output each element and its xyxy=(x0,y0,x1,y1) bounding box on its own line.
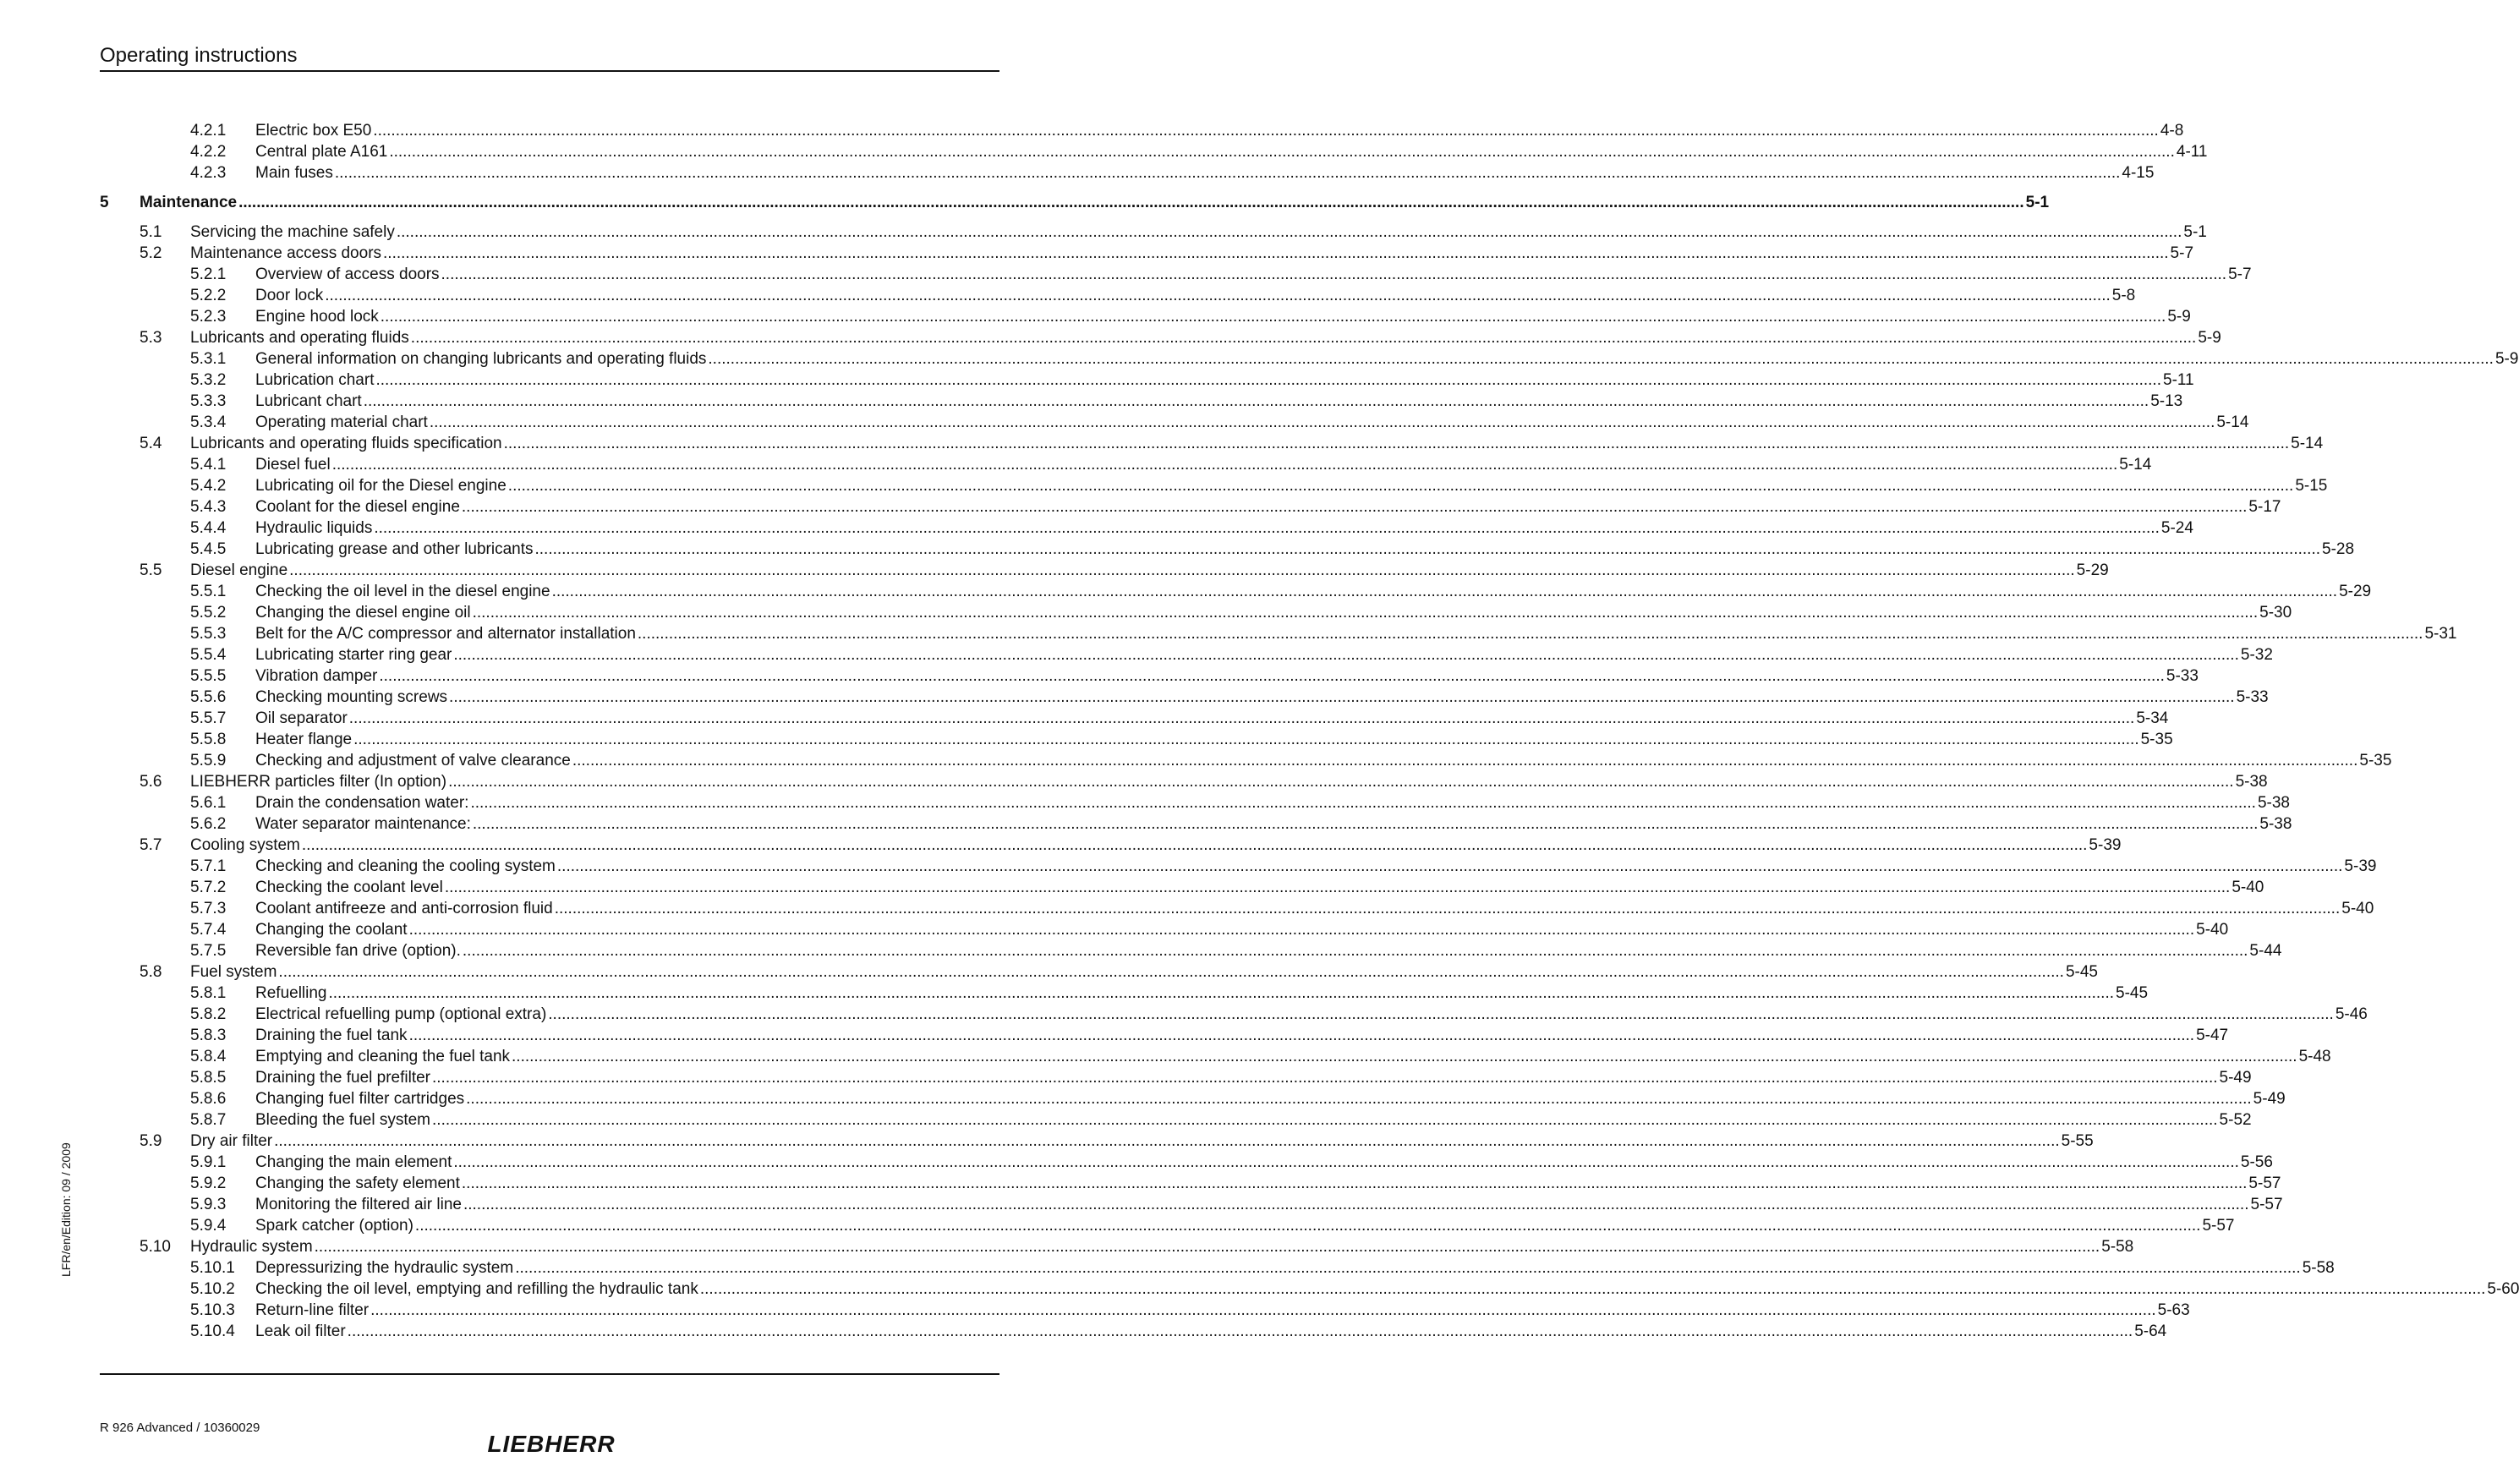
toc-entry-number: 5.8.2 xyxy=(190,1005,227,1023)
toc-entry-page: 5-46 xyxy=(2335,1005,2368,1023)
toc-entry-page: 5-7 xyxy=(2170,244,2194,262)
toc-entry-title: Water separator maintenance: xyxy=(255,815,471,833)
dot-leader: ................................................................................................................................................................................................................................................................................................................................................................................................................ xyxy=(289,561,2075,579)
toc-entry-page: 5-56 xyxy=(2240,1153,2273,1171)
toc-entry-number: 5.7.4 xyxy=(190,921,227,939)
toc-entry xyxy=(100,961,2098,983)
toc-entry xyxy=(100,1279,2519,1300)
toc-entry-number: 4.2.1 xyxy=(190,122,227,140)
toc-entry-page: 5-44 xyxy=(2249,942,2282,960)
toc-entry-title: Drain the condensation water: xyxy=(255,794,469,812)
toc-entry-number: 5.5 xyxy=(140,561,162,579)
toc-entry xyxy=(100,243,2194,264)
dot-leader: ................................................................................................................................................................................................................................................................................................................................................................................................................ xyxy=(453,646,2239,664)
toc-entry-title: Lubrication chart xyxy=(255,371,375,389)
toc-entry-page: 5-39 xyxy=(2344,857,2377,875)
toc-entry-title: Hydraulic liquids xyxy=(255,519,373,537)
toc-entry xyxy=(100,581,2372,602)
toc-entry-number: 5.8.4 xyxy=(190,1048,227,1065)
edition-label: LFR/en/Edition: 09 / 2009 xyxy=(59,1142,73,1277)
toc-entry-number: 5.10 xyxy=(140,1238,171,1256)
toc-entry-page: 5-14 xyxy=(2119,456,2152,474)
dot-leader: ................................................................................................................................................................................................................................................................................................................................................................................................................ xyxy=(472,815,2259,833)
dot-leader: ................................................................................................................................................................................................................................................................................................................................................................................................................ xyxy=(314,1238,2100,1256)
toc-entry-number: 5 xyxy=(100,194,109,211)
dot-leader: ................................................................................................................................................................................................................................................................................................................................................................................................................ xyxy=(328,984,2115,1002)
toc-entry-number: 5.9.1 xyxy=(190,1153,227,1171)
toc-entry-page: 5-15 xyxy=(2295,477,2328,495)
dot-leader: ................................................................................................................................................................................................................................................................................................................................................................................................................ xyxy=(554,900,2341,917)
toc-entry-number: 5.5.6 xyxy=(190,688,227,706)
toc-entry-number: 5.3.2 xyxy=(190,371,227,389)
dot-leader: ................................................................................................................................................................................................................................................................................................................................................................................................................ xyxy=(389,143,2175,161)
toc-entry-page: 5-40 xyxy=(2196,921,2229,939)
toc-entry-number: 5.5.2 xyxy=(190,604,227,622)
toc-entry-title: Changing the safety element xyxy=(255,1175,460,1192)
toc-entry-page: 5-49 xyxy=(2253,1090,2286,1108)
dot-leader: ................................................................................................................................................................................................................................................................................................................................................................................................................ xyxy=(396,223,2182,241)
toc-entry-title: Monitoring the filtered air line xyxy=(255,1196,462,1213)
toc-entry-number: 5.5.9 xyxy=(190,752,227,769)
dot-leader: ................................................................................................................................................................................................................................................................................................................................................................................................................ xyxy=(353,731,2139,748)
dot-leader: ................................................................................................................................................................................................................................................................................................................................................................................................................ xyxy=(462,942,2248,960)
toc-entry xyxy=(100,708,2169,729)
toc-entry-number: 5.5.1 xyxy=(190,583,227,600)
toc-entry-title: Changing the coolant xyxy=(255,921,408,939)
toc-entry xyxy=(100,729,2173,750)
toc-entry-number: 5.10.1 xyxy=(190,1259,235,1277)
dot-leader: ................................................................................................................................................................................................................................................................................................................................................................................................................ xyxy=(441,266,2227,283)
toc-entry-page: 5-48 xyxy=(2298,1048,2331,1065)
toc-entry-number: 5.5.3 xyxy=(190,625,227,643)
toc-entry-page: 5-58 xyxy=(2101,1238,2134,1256)
toc-entry xyxy=(100,1025,2229,1046)
toc-entry-page: 5-58 xyxy=(2302,1259,2335,1277)
toc-entry-title: Checking the oil level, emptying and refilling the hydraulic tank xyxy=(255,1280,698,1298)
dot-leader: ................................................................................................................................................................................................................................................................................................................................................................................................................ xyxy=(375,371,2161,389)
toc-entry-title: Diesel engine xyxy=(190,561,288,579)
dot-leader: ................................................................................................................................................................................................................................................................................................................................................................................................................ xyxy=(572,752,2358,769)
toc-entry-number: 5.2.2 xyxy=(190,287,227,304)
dot-leader: ................................................................................................................................................................................................................................................................................................................................................................................................................ xyxy=(373,122,2159,140)
dot-leader: ................................................................................................................................................................................................................................................................................................................................................................................................................ xyxy=(380,308,2166,326)
toc-entry xyxy=(100,475,2328,496)
dot-leader: ................................................................................................................................................................................................................................................................................................................................................................................................................ xyxy=(363,392,2149,410)
toc-entry-page: 5-60 xyxy=(2487,1280,2519,1298)
toc-entry-number: 5.6.1 xyxy=(190,794,227,812)
toc-entry xyxy=(100,919,2229,940)
toc-entry xyxy=(100,141,2208,162)
toc-entry xyxy=(100,517,2193,539)
dot-leader: ................................................................................................................................................................................................................................................................................................................................................................................................................ xyxy=(448,773,2234,791)
toc-entry xyxy=(100,940,2282,961)
toc-entry-title: Hydraulic system xyxy=(190,1238,313,1256)
toc-entry-number: 5.4.1 xyxy=(190,456,227,474)
toc-entry-page: 5-57 xyxy=(2202,1217,2235,1235)
toc-entry-page: 5-34 xyxy=(2136,709,2169,727)
toc-entry-title: Lubricating grease and other lubricants xyxy=(255,540,534,558)
toc-entry xyxy=(100,813,2292,835)
toc-entry-title: Electrical refuelling pump (optional extra) xyxy=(255,1005,547,1023)
toc-entry-page: 5-9 xyxy=(2494,350,2519,368)
toc-entry-page: 5-35 xyxy=(2140,731,2173,748)
toc-entry-number: 5.1 xyxy=(140,223,162,241)
toc-entry-number: 5.7.1 xyxy=(190,857,227,875)
toc-entry-title: LIEBHERR particles filter (In option) xyxy=(190,773,447,791)
dot-leader: ................................................................................................................................................................................................................................................................................................................................................................................................................ xyxy=(374,519,2160,537)
dot-leader: ................................................................................................................................................................................................................................................................................................................................................................................................................ xyxy=(408,921,2195,939)
dot-leader: ................................................................................................................................................................................................................................................................................................................................................................................................................ xyxy=(379,667,2165,685)
toc-entry-page: 4-8 xyxy=(2160,122,2184,140)
toc-entry-title: Lubricating oil for the Diesel engine xyxy=(255,477,507,495)
toc-entry-number: 5.8.6 xyxy=(190,1090,227,1108)
toc-entry-page: 5-14 xyxy=(2216,413,2249,431)
dot-leader: ................................................................................................................................................................................................................................................................................................................................................................................................................ xyxy=(470,794,2256,812)
dot-leader: ................................................................................................................................................................................................................................................................................................................................................................................................................ xyxy=(370,1301,2156,1319)
dot-leader: ................................................................................................................................................................................................................................................................................................................................................................................................................ xyxy=(414,1217,2201,1235)
toc-entry xyxy=(100,898,2374,919)
toc-entry-title: Changing the main element xyxy=(255,1153,452,1171)
toc-entry-number: 5.8 xyxy=(140,963,162,981)
toc-entry-title: Operating material chart xyxy=(255,413,428,431)
toc-entry xyxy=(100,750,2392,771)
toc-entry xyxy=(100,623,2457,644)
toc-entry-page: 5-47 xyxy=(2196,1027,2229,1044)
toc-entry xyxy=(100,1088,2286,1109)
dot-leader: ................................................................................................................................................................................................................................................................................................................................................................................................................ xyxy=(429,413,2215,431)
dot-leader: ................................................................................................................................................................................................................................................................................................................................................................................................................ xyxy=(556,857,2343,875)
toc-entry-title: Coolant antifreeze and anti-corrosion fluid xyxy=(255,900,553,917)
toc-entry-number: 5.5.8 xyxy=(190,731,227,748)
toc-entry-number: 5.10.3 xyxy=(190,1301,235,1319)
toc-entry-number: 5.3.1 xyxy=(190,350,227,368)
toc-entry xyxy=(100,222,2207,243)
toc-entry-number: 5.4.2 xyxy=(190,477,227,495)
toc-entry-title: Refuelling xyxy=(255,984,327,1002)
toc-entry-title: Heater flange xyxy=(255,731,353,748)
toc-entry-page: 4-11 xyxy=(2176,143,2208,161)
dot-leader: ................................................................................................................................................................................................................................................................................................................................................................................................................ xyxy=(331,456,2118,474)
dot-leader: ................................................................................................................................................................................................................................................................................................................................................................................................................ xyxy=(551,583,2338,600)
toc-entry-page: 5-13 xyxy=(2150,392,2183,410)
toc-entry xyxy=(100,856,2377,877)
toc-entry-page: 5-38 xyxy=(2257,794,2290,812)
dot-leader: ................................................................................................................................................................................................................................................................................................................................................................................................................ xyxy=(432,1111,2218,1129)
toc-entry xyxy=(100,983,2149,1004)
toc-entry-title: Diesel fuel xyxy=(255,456,331,474)
toc-entry-number: 5.9.2 xyxy=(190,1175,227,1192)
dot-leader: ................................................................................................................................................................................................................................................................................................................................................................................................................ xyxy=(708,350,2494,368)
toc-entry-number: 5.5.7 xyxy=(190,709,227,727)
toc-entry-title: Oil separator xyxy=(255,709,348,727)
toc-entry-page: 5-1 xyxy=(2025,194,2050,211)
toc-entry-page: 5-1 xyxy=(2183,223,2207,241)
toc-entry xyxy=(100,1004,2368,1025)
page-title: Operating instructions xyxy=(100,44,298,67)
toc-entry-title: Leak oil filter xyxy=(255,1322,346,1340)
toc-entry xyxy=(100,285,2136,306)
dot-leader: ................................................................................................................................................................................................................................................................................................................................................................................................................ xyxy=(461,498,2248,516)
toc-entry-number: 5.8.1 xyxy=(190,984,227,1002)
toc-entry-page: 5-33 xyxy=(2236,688,2269,706)
dot-leader: ................................................................................................................................................................................................................................................................................................................................................................................................................ xyxy=(472,604,2259,622)
toc-entry-number: 5.5.4 xyxy=(190,646,227,664)
toc-entry xyxy=(100,792,2290,813)
toc-entry xyxy=(100,264,2252,285)
toc-entry-page: 5-24 xyxy=(2160,519,2193,537)
toc-entry-number: 5.8.3 xyxy=(190,1027,227,1044)
toc-entry-title: Checking and cleaning the cooling system xyxy=(255,857,556,875)
toc-entry-number: 5.3.3 xyxy=(190,392,227,410)
toc-entry-title: Changing fuel filter cartridges xyxy=(255,1090,465,1108)
toc-entry-page: 5-9 xyxy=(2167,308,2191,326)
dot-leader: ................................................................................................................................................................................................................................................................................................................................................................................................................ xyxy=(444,879,2231,896)
toc-entry-title: Vibration damper xyxy=(255,667,378,685)
toc-entry-number: 5.9.3 xyxy=(190,1196,227,1213)
toc-entry-number: 5.2.3 xyxy=(190,308,227,326)
dot-leader: ................................................................................................................................................................................................................................................................................................................................................................................................................ xyxy=(274,1132,2060,1150)
toc-entry-title: Emptying and cleaning the fuel tank xyxy=(255,1048,511,1065)
toc-entry xyxy=(100,1173,2281,1194)
toc-entry-number: 5.4 xyxy=(140,435,162,452)
toc-entry-number: 5.3.4 xyxy=(190,413,227,431)
toc-entry-page: 5-40 xyxy=(2232,879,2264,896)
toc-entry-title: Maintenance access doors xyxy=(190,244,382,262)
toc-entry-page: 5-64 xyxy=(2134,1322,2167,1340)
dot-leader: ................................................................................................................................................................................................................................................................................................................................................................................................................ xyxy=(637,625,2423,643)
toc-entry-number: 5.8.5 xyxy=(190,1069,227,1087)
toc-entry-title: Maintenance xyxy=(140,194,238,211)
toc-entry-number: 5.7.2 xyxy=(190,879,227,896)
toc-entry-page: 5-38 xyxy=(2259,815,2292,833)
toc-entry xyxy=(100,192,2050,213)
toc-entry-number: 5.2 xyxy=(140,244,162,262)
toc-entry xyxy=(100,1046,2331,1067)
dot-leader: ................................................................................................................................................................................................................................................................................................................................................................................................................ xyxy=(466,1090,2252,1108)
toc-entry xyxy=(100,1152,2273,1173)
toc-entry-page: 5-39 xyxy=(2089,836,2122,854)
toc-entry-title: Coolant for the diesel engine xyxy=(255,498,460,516)
toc-entry-page: 5-14 xyxy=(2291,435,2324,452)
toc-entry xyxy=(100,877,2264,898)
toc-entry-page: 5-45 xyxy=(2065,963,2098,981)
toc-entry xyxy=(100,1321,2167,1342)
dot-leader: ................................................................................................................................................................................................................................................................................................................................................................................................................ xyxy=(503,435,2290,452)
toc-entry xyxy=(100,1067,2252,1088)
dot-leader: ................................................................................................................................................................................................................................................................................................................................................................................................................ xyxy=(278,963,2064,981)
dot-leader: ................................................................................................................................................................................................................................................................................................................................................................................................................ xyxy=(238,194,2024,211)
toc-entry-page: 5-49 xyxy=(2219,1069,2252,1087)
toc-entry xyxy=(100,120,2184,141)
toc-entry-title: Bleeding the fuel system xyxy=(255,1111,431,1129)
toc-entry-title: Central plate A161 xyxy=(255,143,388,161)
toc-entry-page: 5-35 xyxy=(2359,752,2392,769)
toc-entry-title: Lubricants and operating fluids xyxy=(190,329,409,347)
toc-entry-title: Belt for the A/C compressor and alternator installation xyxy=(255,625,636,643)
dot-leader: ................................................................................................................................................................................................................................................................................................................................................................................................................ xyxy=(453,1153,2239,1171)
toc-entry xyxy=(100,539,2355,560)
toc-entry-title: Return-line filter xyxy=(255,1301,370,1319)
toc-entry xyxy=(100,1109,2252,1131)
toc-entry-number: 5.9 xyxy=(140,1132,162,1150)
header-rule xyxy=(100,70,999,72)
toc-entry-page: 5-57 xyxy=(2248,1175,2281,1192)
toc-entry-number: 4.2.2 xyxy=(190,143,227,161)
toc-entry-title: Checking the oil level in the diesel engine xyxy=(255,583,550,600)
toc-entry xyxy=(100,1194,2283,1215)
dot-leader: ................................................................................................................................................................................................................................................................................................................................................................................................................ xyxy=(334,164,2121,182)
toc-entry-number: 4.2.3 xyxy=(190,164,227,182)
toc-entry-number: 5.4.4 xyxy=(190,519,227,537)
toc-entry-page: 5-11 xyxy=(2163,371,2194,389)
toc-entry-page: 5-31 xyxy=(2424,625,2457,643)
toc-entry-title: Fuel system xyxy=(190,963,277,981)
toc-entry-title: Lubricating starter ring gear xyxy=(255,646,452,664)
document-id: R 926 Advanced / 10360029 xyxy=(100,1421,260,1435)
toc-entry xyxy=(100,1215,2235,1236)
dot-leader: ................................................................................................................................................................................................................................................................................................................................................................................................................ xyxy=(515,1259,2301,1277)
table-of-contents xyxy=(100,120,2519,1342)
toc-entry-page: 5-8 xyxy=(2111,287,2136,304)
toc-entry-title: Checking and adjustment of valve clearance xyxy=(255,752,571,769)
toc-entry-number: 5.4.3 xyxy=(190,498,227,516)
toc-entry-title: Lubricants and operating fluids specification xyxy=(190,435,502,452)
toc-entry xyxy=(100,665,2199,687)
toc-entry-number: 5.10.4 xyxy=(190,1322,235,1340)
toc-entry-page: 5-7 xyxy=(2228,266,2252,283)
toc-entry xyxy=(100,496,2281,517)
toc-entry-title: Draining the fuel tank xyxy=(255,1027,408,1044)
toc-entry-number: 5.10.2 xyxy=(190,1280,235,1298)
toc-entry-title: Depressurizing the hydraulic system xyxy=(255,1259,514,1277)
toc-entry xyxy=(100,1236,2134,1257)
toc-entry xyxy=(100,412,2249,433)
dot-leader: ................................................................................................................................................................................................................................................................................................................................................................................................................ xyxy=(408,1027,2195,1044)
toc-entry-number: 5.6.2 xyxy=(190,815,227,833)
toc-entry-page: 5-29 xyxy=(2076,561,2109,579)
toc-entry xyxy=(100,1131,2094,1152)
toc-entry-title: Checking mounting screws xyxy=(255,688,448,706)
logo-text: LIEBHERR xyxy=(487,1431,616,1457)
toc-entry-page: 4-15 xyxy=(2122,164,2155,182)
toc-entry-number: 5.3 xyxy=(140,329,162,347)
toc-entry-title: Lubricant chart xyxy=(255,392,362,410)
toc-entry xyxy=(100,327,2221,348)
toc-entry-title: Changing the diesel engine oil xyxy=(255,604,471,622)
toc-entry-number: 5.8.7 xyxy=(190,1111,227,1129)
toc-entry xyxy=(100,1257,2335,1279)
toc-entry-title: Reversible fan drive (option). xyxy=(255,942,461,960)
toc-entry-title: Checking the coolant level xyxy=(255,879,443,896)
toc-entry-page: 5-38 xyxy=(2235,773,2268,791)
toc-entry xyxy=(100,771,2268,792)
toc-entry-number: 5.5.5 xyxy=(190,667,227,685)
toc-entry-page: 5-55 xyxy=(2061,1132,2094,1150)
dot-leader: ................................................................................................................................................................................................................................................................................................................................................................................................................ xyxy=(383,244,2169,262)
toc-entry-title: Servicing the machine safely xyxy=(190,223,395,241)
toc-entry-title: Dry air filter xyxy=(190,1132,273,1150)
toc-entry-page: 5-17 xyxy=(2248,498,2281,516)
dot-leader: ................................................................................................................................................................................................................................................................................................................................................................................................................ xyxy=(325,287,2111,304)
footer-rule xyxy=(100,1373,999,1375)
dot-leader: ................................................................................................................................................................................................................................................................................................................................................................................................................ xyxy=(410,329,2197,347)
dot-leader: ................................................................................................................................................................................................................................................................................................................................................................................................................ xyxy=(301,836,2088,854)
toc-entry-page: 5-57 xyxy=(2250,1196,2283,1213)
toc-entry-title: Main fuses xyxy=(255,164,333,182)
toc-entry-page: 5-28 xyxy=(2322,540,2355,558)
toc-entry-page: 5-30 xyxy=(2259,604,2292,622)
toc-entry-number: 5.7.3 xyxy=(190,900,227,917)
dot-leader: ................................................................................................................................................................................................................................................................................................................................................................................................................ xyxy=(432,1069,2218,1087)
toc-entry-title: Door lock xyxy=(255,287,324,304)
dot-leader: ................................................................................................................................................................................................................................................................................................................................................................................................................ xyxy=(348,709,2135,727)
toc-entry-number: 5.6 xyxy=(140,773,162,791)
toc-entry-number: 5.7.5 xyxy=(190,942,227,960)
toc-entry-number: 5.9.4 xyxy=(190,1217,227,1235)
dot-leader: ................................................................................................................................................................................................................................................................................................................................................................................................................ xyxy=(534,540,2321,558)
toc-entry-title: Electric box E50 xyxy=(255,122,372,140)
liebherr-logo xyxy=(470,1431,632,1456)
toc-entry-title: Engine hood lock xyxy=(255,308,379,326)
toc-entry xyxy=(100,391,2183,412)
toc-entry-page: 5-32 xyxy=(2240,646,2273,664)
toc-entry-page: 5-40 xyxy=(2341,900,2374,917)
dot-leader: ................................................................................................................................................................................................................................................................................................................................................................................................................ xyxy=(507,477,2294,495)
toc-entry-title: Draining the fuel prefilter xyxy=(255,1069,430,1087)
toc-entry xyxy=(100,835,2122,856)
toc-entry xyxy=(100,370,2194,391)
toc-entry-page: 5-45 xyxy=(2116,984,2149,1002)
toc-entry xyxy=(100,454,2152,475)
toc-entry-number: 5.2.1 xyxy=(190,266,227,283)
dot-leader: ................................................................................................................................................................................................................................................................................................................................................................................................................ xyxy=(512,1048,2297,1065)
toc-entry xyxy=(100,162,2155,183)
toc-entry-title: Overview of access doors xyxy=(255,266,440,283)
dot-leader: ................................................................................................................................................................................................................................................................................................................................................................................................................ xyxy=(699,1280,2486,1298)
toc-entry-title: General information on changing lubricants and operating fluids xyxy=(255,350,707,368)
toc-entry-page: 5-29 xyxy=(2339,583,2372,600)
toc-entry-number: 5.4.5 xyxy=(190,540,227,558)
toc-entry-page: 5-63 xyxy=(2157,1301,2190,1319)
toc-entry xyxy=(100,687,2269,708)
toc-entry-number: 5.7 xyxy=(140,836,162,854)
toc-entry xyxy=(100,602,2292,623)
dot-leader: ................................................................................................................................................................................................................................................................................................................................................................................................................ xyxy=(347,1322,2133,1340)
dot-leader: ................................................................................................................................................................................................................................................................................................................................................................................................................ xyxy=(548,1005,2334,1023)
toc-entry-title: Spark catcher (option) xyxy=(255,1217,413,1235)
toc-entry-page: 5-33 xyxy=(2166,667,2199,685)
dot-leader: ................................................................................................................................................................................................................................................................................................................................................................................................................ xyxy=(449,688,2235,706)
toc-entry xyxy=(100,560,2109,581)
toc-entry xyxy=(100,1300,2190,1321)
dot-leader: ................................................................................................................................................................................................................................................................................................................................................................................................................ xyxy=(461,1175,2248,1192)
toc-entry xyxy=(100,306,2191,327)
toc-entry-page: 5-9 xyxy=(2198,329,2221,347)
toc-entry xyxy=(100,348,2519,370)
toc-entry-title: Cooling system xyxy=(190,836,300,854)
toc-entry xyxy=(100,644,2273,665)
toc-entry-page: 5-52 xyxy=(2219,1111,2252,1129)
toc-entry xyxy=(100,433,2324,454)
dot-leader: ................................................................................................................................................................................................................................................................................................................................................................................................................ xyxy=(463,1196,2249,1213)
